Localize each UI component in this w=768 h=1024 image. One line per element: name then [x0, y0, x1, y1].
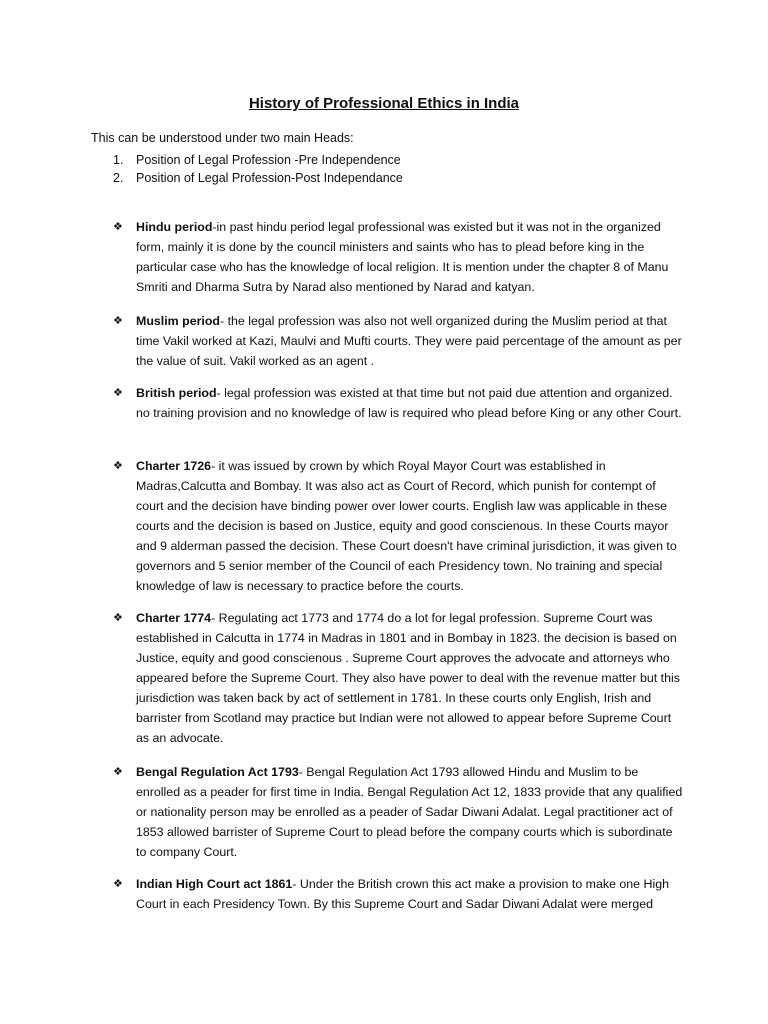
- section-body: - Under the British crown this act make a provision to make one High Court in each Presidency Town. By this Supreme Court and Sadar Diwani Adalat were merged: [136, 877, 670, 911]
- list-item-text: Position of Legal Profession -Pre Independence: [136, 153, 401, 167]
- section-heading: British period: [136, 386, 217, 400]
- list-item: [113, 169, 403, 187]
- bullet-icon: ❖: [113, 878, 123, 890]
- list-item-text: Position of Legal Profession-Post Independance: [136, 171, 403, 185]
- section-heading: Muslim period: [136, 314, 220, 328]
- section-british-period: [113, 383, 683, 423]
- section-body: - it was issued by crown by which Royal Mayor Court was established in Madras,Calcutta and Bombay. It was also act as Court of Record, which punish for contempt of court and the decision have binding power over lower courts. English law was applicable in these courts and the decision is based on Justice, equity and good conscienous. In these Courts mayor and 9 alderman passed the decision. These Court doesn't have criminal jurisdiction, it was given to governors and 5 senior member of the Council of each Presidency town. No training and special knowledge of law is necessary to practice before the courts.: [136, 459, 677, 593]
- section-hindu-period: [113, 217, 683, 297]
- section-body: - legal profession was existed at that time but not paid due attention and organized. no training provision and no knowledge of law is required who plead before King or any other Court.: [136, 386, 682, 420]
- section-heading: Bengal Regulation Act 1793: [136, 765, 299, 779]
- bullet-icon: ❖: [113, 315, 123, 327]
- section-heading: Charter 1774: [136, 611, 212, 625]
- section-heading: Charter 1726: [136, 459, 212, 473]
- section-charter-1726: [113, 456, 683, 596]
- section-charter-1774: [113, 608, 683, 748]
- list-item: [113, 151, 403, 169]
- section-body: -in past hindu period legal professional was existed but it was not in the organized form, mainly it is done by the council ministers and saints who has to plead before king in the particular case who has the knowledge of local religion. It is mention under the chapter 8 of Manu Smriti and Dharma Sutra by Narad also mentioned by Narad and katyan.: [136, 220, 669, 294]
- section-heading: Hindu period: [136, 220, 213, 234]
- page-title: History of Professional Ethics in India: [248, 95, 520, 112]
- bullet-icon: ❖: [113, 221, 123, 233]
- intro-text: This can be understood under two main Heads:: [91, 131, 354, 145]
- list-number: 1.: [113, 153, 124, 167]
- section-bengal-regulation-act: [113, 762, 683, 862]
- section-muslim-period: [113, 311, 683, 371]
- bullet-icon: ❖: [113, 766, 123, 778]
- list-number: 2.: [113, 171, 124, 185]
- heads-list: [113, 151, 403, 187]
- section-body: - Bengal Regulation Act 1793 allowed Hindu and Muslim to be enrolled as a peader for first time in India. Bengal Regulation Act 12, 1833 provide that any qualified or nationality person may be enrolled as a peader of Sadar Diwani Adalat. Legal practitioner act of 1853 allowed barrister of Supreme Court to plead before the company courts which is subordinate to company Court.: [136, 765, 683, 859]
- bullet-icon: ❖: [113, 387, 123, 399]
- bullet-icon: ❖: [113, 612, 123, 624]
- bullet-icon: ❖: [113, 460, 123, 472]
- section-heading: Indian High Court act 1861: [136, 877, 293, 891]
- section-body: - Regulating act 1773 and 1774 do a lot for legal profession. Supreme Court was established in Calcutta in 1774 in Madras in 1801 and in Bombay in 1823. the decision is based on Justice, equity and good conscienous . Supreme Court approves the advocate and attorneys who appeared before the Supreme Court. They also have power to deal with the revenue matter but this jurisdiction was taken back by act of settlement in 1781. In these courts only English, Irish and barrister from Scotland may practice but Indian were not allowed to appear before Supreme Court as an advocate.: [136, 611, 680, 745]
- section-indian-high-court-act: [113, 874, 683, 914]
- section-body: - the legal profession was also not well organized during the Muslim period at that time Vakil worked at Kazi, Maulvi and Mufti courts. They were paid percentage of the amount as per the value of suit. Vakil worked as an agent .: [136, 314, 682, 368]
